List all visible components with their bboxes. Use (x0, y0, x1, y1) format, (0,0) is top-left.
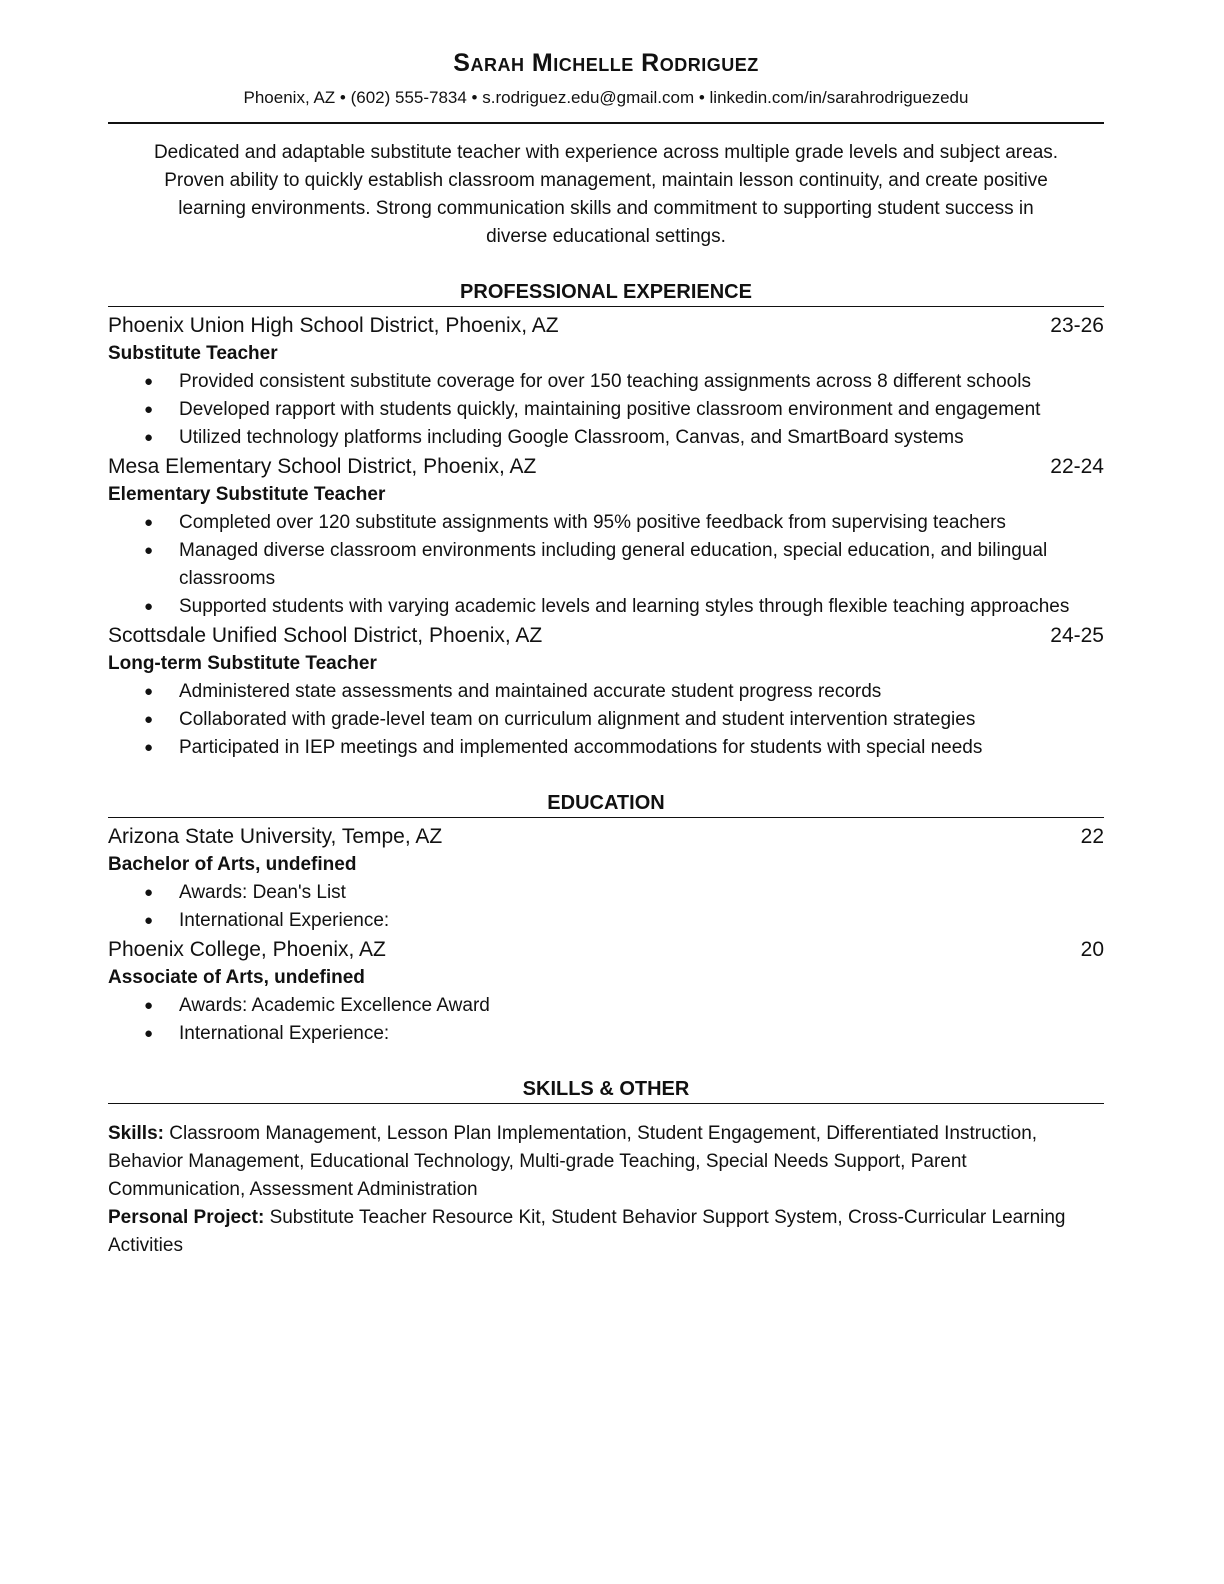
bullet-item: ● Awards: Academic Excellence Award (144, 992, 1104, 1020)
entry-organization: Arizona State University, Tempe, AZ (108, 825, 443, 848)
entry (108, 935, 1104, 1048)
bullet-item: ● International Experience: (144, 1020, 1104, 1048)
entry-title: Bachelor of Arts, undefined (108, 854, 357, 875)
skills-section (108, 1076, 1104, 1260)
education-list (108, 822, 1104, 1048)
skills-line (108, 1120, 1104, 1204)
entry-organization: Mesa Elementary School District, Phoenix, AZ (108, 455, 537, 478)
bullet-item: ● Managed diverse classroom environments including general education, special education, and bilingual classrooms (144, 537, 1104, 593)
experience-heading: PROFESSIONAL EXPERIENCE (108, 279, 1104, 307)
education-heading: EDUCATION (108, 790, 1104, 818)
header-divider (108, 122, 1104, 124)
summary: Dedicated and adaptable substitute teacher with experience across multiple grade levels and subject areas. Proven ability to quickly establish classroom management, maintain lesson continuity, and create positive learning environments. Strong communication skills and commitment to supporting student success in diverse educational settings. (153, 142, 1059, 247)
entry-title: Associate of Arts, undefined (108, 967, 365, 988)
entry-dates: 22 (1080, 825, 1104, 848)
bullet-item: ● Supported students with varying academic levels and learning styles through flexible teaching approaches (144, 593, 1104, 621)
project-label: Personal Project: (108, 1207, 265, 1228)
entry-title: Substitute Teacher (108, 343, 278, 364)
bullet-list (108, 368, 1104, 452)
entry-dates: 24-25 (1050, 624, 1104, 647)
entry-dates: 20 (1080, 938, 1104, 961)
bullet-item: ● Utilized technology platforms including Google Classroom, Canvas, and SmartBoard systems (144, 424, 1104, 452)
bullet-item: ● Awards: Dean's List (144, 879, 1104, 907)
entry-header (108, 822, 1104, 851)
bullet-item: ● Administered state assessments and maintained accurate student progress records (144, 678, 1104, 706)
skills-text: Classroom Management, Lesson Plan Implementation, Student Engagement, Differentiated Instruction, Behavior Management, Educational Technology, Multi-grade Teaching, Special Needs Support, Parent Communication, Assessment Administration (108, 1123, 1038, 1200)
bullet-item: ● Participated in IEP meetings and implemented accommodations for students with special needs (144, 734, 1104, 762)
bullet-list (108, 992, 1104, 1048)
entry-organization: Phoenix College, Phoenix, AZ (108, 938, 386, 961)
experience-section (108, 279, 1104, 762)
bullet-item: ● International Experience: (144, 907, 1104, 935)
entry-organization: Phoenix Union High School District, Phoenix, AZ (108, 314, 559, 337)
bullet-list (108, 509, 1104, 621)
experience-list (108, 311, 1104, 762)
entry-organization: Scottsdale Unified School District, Phoenix, AZ (108, 624, 543, 647)
entry-title: Elementary Substitute Teacher (108, 484, 386, 505)
entry (108, 621, 1104, 762)
entry (108, 452, 1104, 621)
entry-header (108, 935, 1104, 964)
bullet-item: ● Provided consistent substitute coverage for over 150 teaching assignments across 8 different schools (144, 368, 1104, 396)
entry-header (108, 621, 1104, 650)
project-text: Substitute Teacher Resource Kit, Student Behavior Support System, Cross-Curricular Learning Activities (108, 1207, 1066, 1256)
candidate-name: Sarah Michelle Rodriguez (453, 49, 759, 77)
bullet-item: ● Collaborated with grade-level team on curriculum alignment and student intervention strategies (144, 706, 1104, 734)
contact-line: Phoenix, AZ • (602) 555-7834 • s.rodriguez.edu@gmail.com • linkedin.com/in/sarahrodriguezedu (243, 88, 969, 107)
entry-dates: 22-24 (1050, 455, 1104, 478)
entry-dates: 23-26 (1050, 314, 1104, 337)
bullet-list (108, 879, 1104, 935)
entry (108, 311, 1104, 452)
bullet-list (108, 678, 1104, 762)
entry-header (108, 452, 1104, 481)
bullet-item: ● Completed over 120 substitute assignments with 95% positive feedback from supervising teachers (144, 509, 1104, 537)
skills-label: Skills: (108, 1123, 164, 1144)
skills-heading: SKILLS & OTHER (108, 1076, 1104, 1104)
bullet-item: ● Developed rapport with students quickly, maintaining positive classroom environment and engagement (144, 396, 1104, 424)
entry (108, 822, 1104, 935)
project-line (108, 1204, 1104, 1260)
entry-title: Long-term Substitute Teacher (108, 653, 377, 674)
skills-block (108, 1120, 1104, 1260)
education-section (108, 790, 1104, 1048)
entry-header (108, 311, 1104, 340)
